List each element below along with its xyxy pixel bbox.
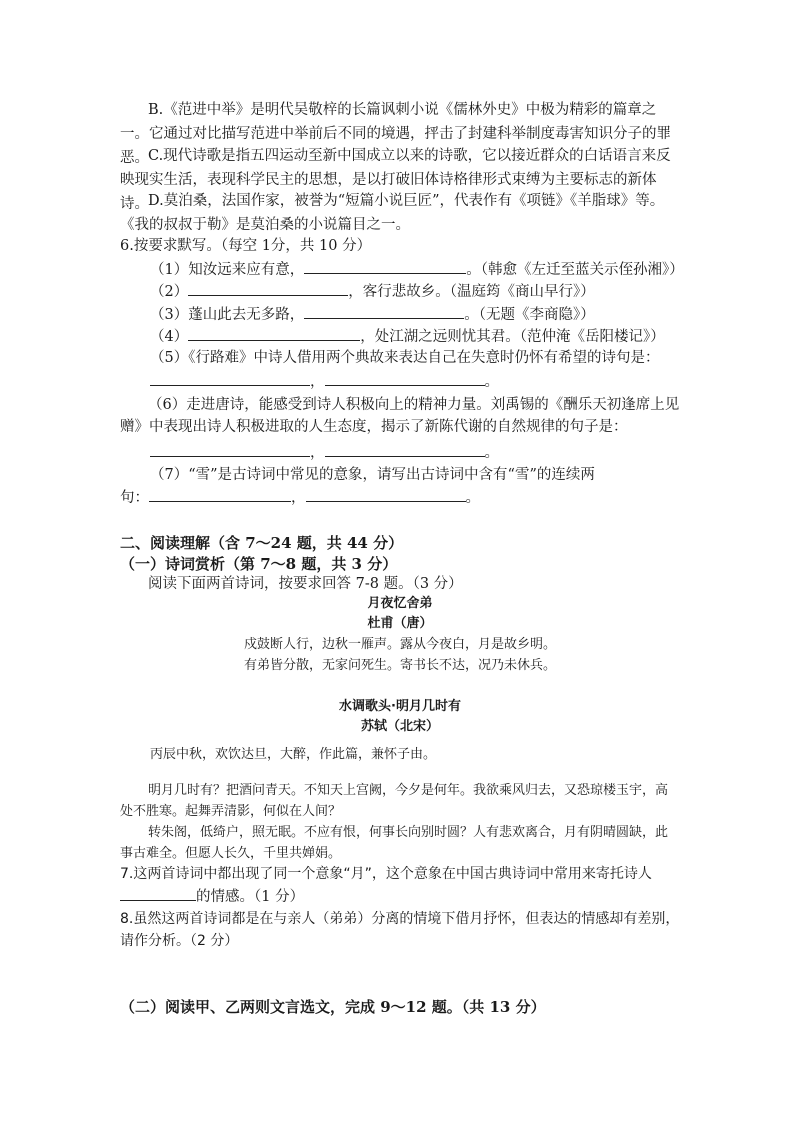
q7-suffix: 的情感。（1 分） bbox=[196, 889, 305, 905]
q7-line-1: 7.这两首诗词中都出现了同一个意象“月”，这个意象在中国古典诗词中常用来寄托诗人 bbox=[120, 866, 652, 882]
period: 。 bbox=[484, 445, 499, 461]
poem1-line-2: 有弟皆分散，无家问死生。寄书长不达，况乃未休兵。 bbox=[243, 658, 556, 673]
poem1-title: 月夜忆舍弟 bbox=[367, 596, 433, 611]
q6-item-2-pre: （2） bbox=[150, 284, 189, 300]
poem2-author: 苏轼（北宋） bbox=[360, 719, 439, 734]
period: 。 bbox=[465, 490, 480, 506]
q7-line-2 bbox=[120, 886, 680, 907]
instructions: 阅读下面两首诗词，按要求回答 7-8 题。（3 分） bbox=[148, 576, 463, 592]
q6-item-4-post: ，处江湖之远则忧其君。（范仲淹《岳阳楼记》） bbox=[360, 329, 665, 345]
answer-blank[interactable] bbox=[188, 326, 360, 341]
answer-blank[interactable] bbox=[150, 442, 310, 457]
poem1-author: 杜甫（唐） bbox=[367, 616, 433, 631]
option-c: C.现代诗歌是指五四运动至新中国成立以来的诗歌，它以接近群众的白话语言来反映现实生活，表现科学民主的思想，是以打破旧体诗格律形式束缚为主要标志的新体诗。 bbox=[120, 148, 671, 212]
q6-item-3-pre: （3）蓬山此去无多路， bbox=[150, 307, 305, 323]
answer-blank[interactable] bbox=[325, 442, 485, 457]
answer-blank[interactable] bbox=[325, 371, 485, 386]
q6-item-3 bbox=[150, 304, 710, 325]
q6-item-1 bbox=[150, 259, 710, 280]
poem2-title: 水调歌头·明月几时有 bbox=[339, 699, 461, 714]
poem1-line-1: 戍鼓断人行，边秋一雁声。露从今夜白，月是故乡明。 bbox=[243, 637, 556, 652]
q6-item-1-post: 。（韩愈《左迁至蓝关示侄孙湘》） bbox=[466, 262, 684, 278]
q6-title: 6.按要求默写。（每空 1分，共 10 分） bbox=[120, 238, 372, 254]
answer-blank[interactable] bbox=[304, 304, 464, 319]
q6-item-6-answer bbox=[150, 442, 710, 463]
poem2-preface: 丙辰中秋，欢饮达旦，大醉，作此篇，兼怀子由。 bbox=[150, 747, 437, 762]
answer-blank[interactable] bbox=[149, 487, 291, 502]
q6-item-5-answer bbox=[150, 371, 710, 392]
answer-blank[interactable] bbox=[150, 371, 310, 386]
comma: ， bbox=[310, 374, 325, 390]
option-b: B.《范进中举》是明代吴敬梓的长篇讽刺小说《儒林外史》中极为精彩的篇章之一。它通过对比描写范进中举前后不同的境遇，抨击了封建科举制度毒害知识分子的罪恶。 bbox=[120, 102, 671, 166]
q6-item-3-post: 。（无题《李商隐》） bbox=[464, 307, 595, 323]
answer-blank[interactable] bbox=[120, 886, 196, 901]
q6-item-7-label: 句： bbox=[120, 490, 149, 506]
q6-item-4-pre: （4） bbox=[150, 329, 189, 345]
q6-item-2 bbox=[150, 281, 710, 302]
option-d: D.莫泊桑，法国作家，被誉为“短篇小说巨匠”，代表作有《项链》《羊脂球》等。《我的叔叔于勒》是莫泊桑的小说篇目之一。 bbox=[120, 193, 665, 233]
section1-title: （一）诗词赏析（第 7～8 题，共 3 分） bbox=[120, 555, 398, 573]
q6-item-4 bbox=[150, 326, 710, 347]
q6-item-1-pre: （1）知汝远来应有意， bbox=[150, 262, 305, 278]
q8: 8.虽然这两首诗词都是在与亲人（弟弟）分离的情境下借月抒怀，但表达的情感却有差别，请作分析。（2 分） bbox=[120, 911, 680, 949]
period: 。 bbox=[484, 374, 499, 390]
q6-item-2-post: ，客行悲故乡。（温庭筠《商山早行》） bbox=[348, 284, 595, 300]
answer-blank[interactable] bbox=[188, 281, 348, 296]
comma: ， bbox=[310, 445, 325, 461]
part2-title: 二、阅读理解（含 7～24 题，共 44 分） bbox=[120, 534, 404, 552]
answer-blank[interactable] bbox=[304, 259, 466, 274]
q6-item-6: （6）走进唐诗，能感受到诗人积极向上的精神力量。刘禹锡的《酬乐天初逢席上见赠》中表现出诗人积极进取的人生态度，揭示了新陈代谢的自然规律的句子是： bbox=[120, 397, 680, 435]
section2-title: （二）阅读甲、乙两则文言选文，完成 9～12 题。（共 13 分） bbox=[120, 998, 546, 1016]
poem2-stanza-2: 转朱阁，低绮户，照无眠。不应有恨，何事长向别时圆？人有悲欢离合，月有阴晴圆缺，此事古难全。但愿人长久，千里共婵娟。 bbox=[120, 825, 669, 861]
q6-item-7-answer bbox=[120, 487, 680, 508]
answer-blank[interactable] bbox=[306, 487, 466, 502]
q6-item-7: （7）“雪”是古诗词中常见的意象，请写出古诗词中含有“雪”的连续两 bbox=[150, 467, 595, 483]
poem2-stanza-1: 明月几时有？把酒问青天。不知天上宫阙，今夕是何年。我欲乘风归去，又恐琼楼玉宇，高处不胜寒。起舞弄清影，何似在人间？ bbox=[120, 783, 669, 819]
q6-item-5: （5）《行路难》中诗人借用两个典故来表达自己在失意时仍怀有希望的诗句是： bbox=[150, 350, 660, 366]
comma: ， bbox=[291, 490, 306, 506]
